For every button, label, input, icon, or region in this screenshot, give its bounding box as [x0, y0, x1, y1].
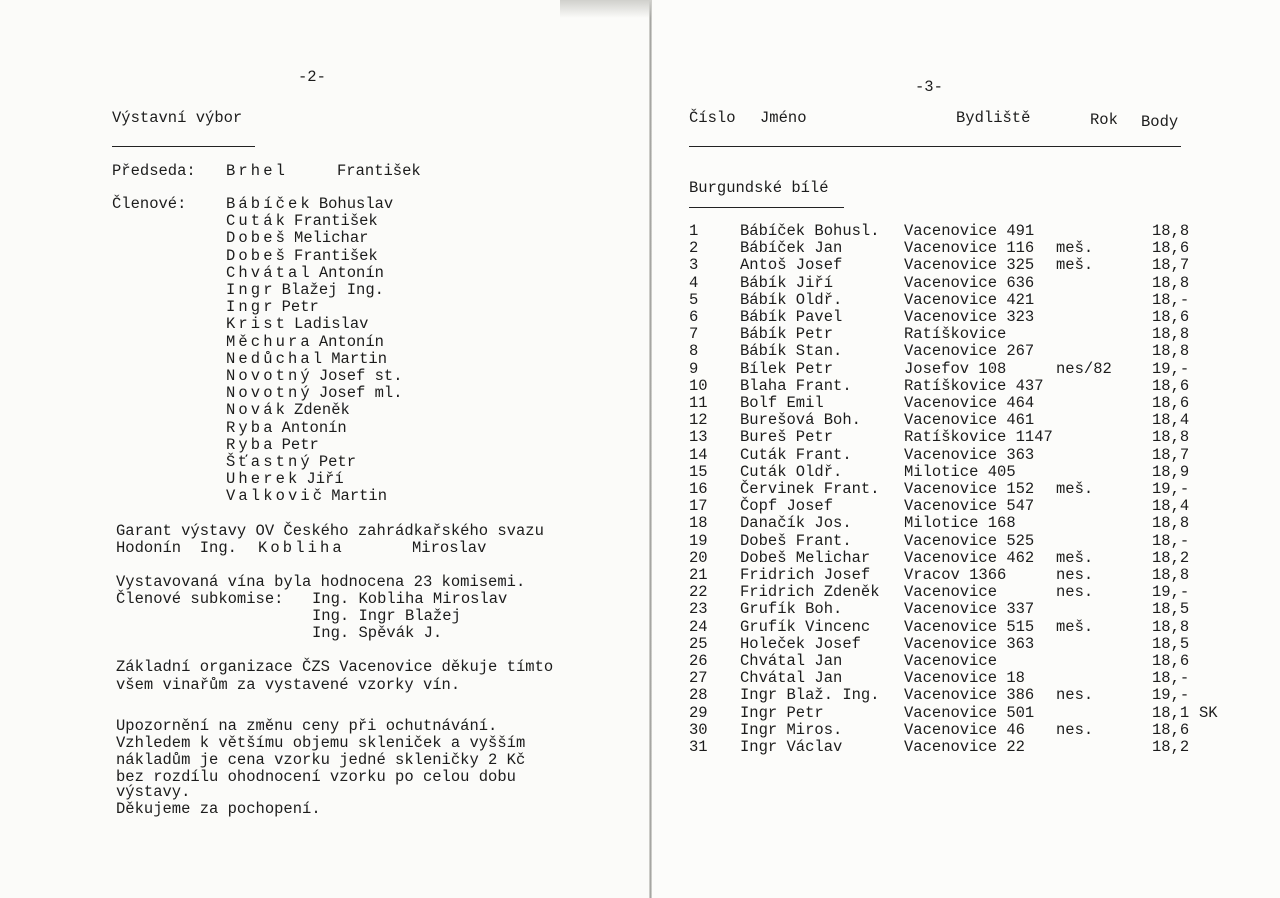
- member-given-name: Antonín: [318, 263, 384, 282]
- residence: Vacenovice 18: [904, 669, 1025, 688]
- points: 18,5: [1152, 600, 1190, 619]
- entry-number: 5: [689, 290, 699, 309]
- residence: Vacenovice 323: [904, 308, 1035, 326]
- member-given-name: Martin: [331, 487, 388, 506]
- residence: Ratíškovice: [904, 325, 1007, 344]
- entry-number: 24: [689, 617, 708, 636]
- wines-evaluated-line: Vystavovaná vína byla hodnocena 23 komisemi.: [116, 573, 526, 591]
- grower-name: Bábík Pavel: [740, 308, 843, 326]
- chair-label: Předseda:: [112, 162, 196, 180]
- residence: Milotice 168: [904, 514, 1016, 533]
- grower-name: Bábík Jiří: [740, 273, 834, 292]
- column-header-points: Body: [1141, 113, 1179, 131]
- grower-name: Bureš Petr: [740, 428, 834, 447]
- table-row: [652, 447, 1280, 464]
- member-surname: Novotný: [226, 384, 313, 403]
- subcommission-member: Ing. Ingr Blažej: [312, 607, 461, 625]
- residence: Vacenovice 325: [904, 256, 1035, 275]
- member-given-name: Antonín: [318, 332, 384, 351]
- chair-surname: Brhel: [226, 162, 289, 180]
- table-row: [652, 739, 1280, 756]
- table-row: [652, 636, 1280, 653]
- note: meš.: [1056, 617, 1094, 636]
- note: nes.: [1056, 686, 1094, 705]
- points: 18,6: [1152, 720, 1190, 739]
- entry-number: 6: [689, 308, 699, 326]
- note: meš.: [1056, 239, 1094, 258]
- grower-name: Antoš Josef: [740, 256, 843, 275]
- table-row: [652, 223, 1280, 240]
- table-row: [652, 670, 1280, 687]
- points: 18,-: [1152, 531, 1190, 550]
- entry-number: 31: [689, 738, 708, 756]
- points: 18,7: [1152, 445, 1190, 464]
- points: 18,8: [1152, 273, 1190, 292]
- member-given-name: Martin: [331, 349, 388, 368]
- residence: Vacenovice 515: [904, 617, 1035, 636]
- points: 18,1: [1152, 703, 1190, 722]
- residence: Vacenovice 636: [904, 273, 1035, 292]
- entry-number: 4: [689, 273, 699, 292]
- residence: Vacenovice: [904, 583, 998, 602]
- member-surname: Uherek: [226, 470, 301, 489]
- note: nes.: [1056, 720, 1094, 739]
- member-given-name: František: [294, 246, 378, 265]
- entry-number: 25: [689, 634, 708, 653]
- grower-name: Ingr Václav: [740, 738, 843, 756]
- residence: Vacenovice 525: [904, 531, 1035, 550]
- entry-number: 3: [689, 256, 699, 275]
- subcommission-label: Členové subkomise:: [116, 590, 284, 608]
- member-given-name: Bohuslav: [318, 195, 394, 213]
- entry-number: 7: [689, 325, 699, 344]
- points: 18,-: [1152, 290, 1190, 309]
- entry-number: 17: [689, 497, 708, 516]
- entry-number: 22: [689, 583, 708, 602]
- entry-number: 15: [689, 462, 708, 481]
- entry-number: 18: [689, 514, 708, 533]
- points: 19,-: [1152, 686, 1190, 705]
- residence: Vacenovice 22: [904, 738, 1025, 756]
- residence: Vacenovice 152: [904, 480, 1035, 498]
- residence: Vacenovice 462: [904, 548, 1035, 567]
- garant-given-name: Miroslav: [412, 539, 487, 557]
- table-row: [652, 705, 1280, 722]
- grower-name: Bolf Emil: [740, 394, 824, 412]
- member-given-name: Petr: [318, 453, 357, 471]
- points: 19,-: [1152, 480, 1190, 498]
- grower-name: Bábík Oldř.: [740, 290, 843, 309]
- member-given-name: Josef ml.: [318, 384, 403, 403]
- page-number: -3-: [915, 78, 943, 96]
- member-surname: Novotný: [226, 367, 313, 385]
- notice-line: Upozornění na změnu ceny při ochutnávání.: [116, 717, 498, 735]
- notice-line: Děkujeme za pochopení.: [116, 800, 321, 818]
- table-row: [652, 722, 1280, 739]
- member-surname: Novák: [226, 401, 289, 420]
- note: meš.: [1056, 256, 1094, 275]
- table-row: [652, 601, 1280, 618]
- member-surname: Ryba: [226, 418, 276, 437]
- members-label: Členové:: [112, 195, 187, 213]
- points: 18,8: [1152, 566, 1190, 584]
- points: 18,4: [1152, 411, 1190, 430]
- member-surname: Nedůchal: [226, 349, 326, 368]
- grower-name: Ingr Blaž. Ing.: [740, 686, 880, 705]
- column-header-number: Číslo: [689, 109, 736, 127]
- table-row: [652, 567, 1280, 584]
- table-row: [652, 257, 1280, 274]
- grower-name: Chvátal Jan: [740, 669, 843, 688]
- entry-number: 14: [689, 445, 708, 464]
- residence: Vacenovice 461: [904, 411, 1035, 430]
- points: 18,-: [1152, 669, 1190, 688]
- grower-name: Bábíček Bohusl.: [740, 222, 880, 240]
- grower-name: Grufík Boh.: [740, 600, 843, 619]
- member-surname: Cuták: [226, 212, 289, 231]
- notice-line: nákladům je cena vzorku jedné skleničky 2 Kč: [116, 751, 526, 769]
- grower-name: Ingr Miros.: [740, 720, 843, 739]
- grower-name: Ingr Petr: [740, 703, 824, 722]
- residence: Vacenovice 386: [904, 686, 1035, 705]
- member-surname: Valkovič: [226, 487, 326, 506]
- thanks-line-1: Základní organizace ČZS Vacenovice děkuje tímto: [116, 658, 554, 676]
- entry-number: 10: [689, 376, 708, 395]
- table-row: [652, 584, 1280, 601]
- member-given-name: Zdeněk: [294, 401, 350, 420]
- note: nes/82: [1056, 359, 1112, 378]
- residence: Vacenovice 337: [904, 600, 1035, 619]
- grower-name: Danačík Jos.: [740, 514, 852, 533]
- grower-name: Chvátal Jan: [740, 652, 843, 670]
- grower-name: Bílek Petr: [740, 359, 834, 378]
- table-row: [652, 653, 1280, 670]
- member-surname: Ryba: [226, 435, 276, 454]
- points: 18,8: [1152, 325, 1190, 344]
- residence: Vacenovice 421: [904, 290, 1035, 309]
- table-row: [652, 687, 1280, 704]
- points: 19,-: [1152, 359, 1190, 378]
- grower-name: Cuták Frant.: [740, 445, 852, 464]
- member-given-name: Jiří: [306, 470, 344, 489]
- member-given-name: Antonín: [281, 418, 347, 437]
- subcommission-member: Ing. Kobliha Miroslav: [312, 590, 508, 608]
- entry-number: 2: [689, 239, 699, 258]
- table-row: [652, 619, 1280, 636]
- entry-number: 23: [689, 600, 708, 619]
- points: 18,6: [1152, 394, 1190, 412]
- residence: Josefov 108: [904, 359, 1007, 378]
- residence: Milotice 405: [904, 462, 1016, 481]
- grower-name: Bábík Petr: [740, 325, 834, 344]
- column-header-name: Jméno: [760, 109, 807, 127]
- grower-name: Dobeš Frant.: [740, 531, 852, 550]
- member-surname: Ingr: [226, 281, 276, 299]
- residence: Vacenovice 267: [904, 342, 1035, 361]
- points: 18,7: [1152, 256, 1190, 275]
- member-surname: Dobeš: [226, 246, 289, 265]
- garant-line-2-prefix: Hodonín Ing.: [116, 539, 237, 557]
- table-row: [652, 343, 1280, 360]
- points: 18,8: [1152, 514, 1190, 533]
- grower-name: Grufík Vincenc: [740, 617, 871, 636]
- points: 18,4: [1152, 497, 1190, 516]
- grower-name: Čopf Josef: [740, 497, 834, 516]
- residence: Ratíškovice 1147: [904, 428, 1053, 447]
- points: 18,6: [1152, 652, 1190, 670]
- member-surname: Krist: [226, 315, 289, 334]
- award-mark: SK: [1199, 703, 1218, 722]
- notice-line: bez rozdílu ohodnocení vzorku po celou dobu: [116, 768, 516, 786]
- page-number: -2-: [298, 68, 326, 86]
- points: 18,5: [1152, 634, 1190, 653]
- residence: Vacenovice 491: [904, 222, 1035, 240]
- residence: Vacenovice 547: [904, 497, 1035, 516]
- table-row: [652, 429, 1280, 446]
- points: 18,8: [1152, 342, 1190, 361]
- grower-name: Bábík Stan.: [740, 342, 843, 361]
- garant-surname: Kobliha: [258, 539, 345, 557]
- header-underline: [689, 146, 1181, 147]
- table-row: [652, 292, 1280, 309]
- points: 18,6: [1152, 308, 1190, 326]
- notice-line: výstavy.: [116, 783, 191, 801]
- entry-number: 28: [689, 686, 708, 705]
- member-given-name: Josef st.: [318, 367, 403, 385]
- table-row: [652, 275, 1280, 292]
- points: 18,9: [1152, 462, 1190, 481]
- grower-name: Fridrich Zdeněk: [740, 583, 880, 602]
- note: meš.: [1056, 548, 1094, 567]
- residence: Vacenovice 464: [904, 394, 1035, 412]
- table-row: [652, 309, 1280, 326]
- member-surname: Šťastný: [226, 453, 313, 471]
- grower-name: Červinek Frant.: [740, 480, 880, 498]
- points: 18,8: [1152, 617, 1190, 636]
- title-underline: [112, 146, 255, 147]
- member-surname: Měchura: [226, 332, 313, 351]
- residence: Ratíškovice 437: [904, 376, 1044, 395]
- garant-line-1: Garant výstavy OV Českého zahrádkařského svazu: [116, 522, 544, 540]
- member-surname: Ingr: [226, 298, 276, 317]
- residence: Vracov 1366: [904, 566, 1007, 584]
- grower-name: Holeček Josef: [740, 634, 861, 653]
- column-header-year: Rok: [1090, 111, 1118, 129]
- note: nes.: [1056, 583, 1094, 602]
- table-row: [652, 550, 1280, 567]
- table-row: [652, 533, 1280, 550]
- notice-line: Vzhledem k většímu objemu skleniček a vyšším: [116, 734, 526, 752]
- table-row: [652, 378, 1280, 395]
- entry-number: 8: [689, 342, 699, 361]
- residence: Vacenovice 501: [904, 703, 1035, 722]
- entry-number: 19: [689, 531, 708, 550]
- table-row: [652, 515, 1280, 532]
- entry-number: 29: [689, 703, 708, 722]
- residence: Vacenovice 363: [904, 445, 1035, 464]
- member-given-name: Ladislav: [294, 315, 369, 334]
- member-given-name: Melichar: [294, 229, 369, 248]
- entry-number: 13: [689, 428, 708, 447]
- grower-name: Dobeš Melichar: [740, 548, 871, 567]
- points: 18,8: [1152, 428, 1190, 447]
- table-row: [652, 361, 1280, 378]
- points: 18,2: [1152, 548, 1190, 567]
- committee-title: Výstavní výbor: [112, 109, 243, 127]
- residence: Vacenovice 116: [904, 239, 1035, 258]
- entry-number: 20: [689, 548, 708, 567]
- grower-name: Burešová Boh.: [740, 411, 861, 430]
- table-row: [652, 326, 1280, 343]
- entry-number: 16: [689, 480, 708, 498]
- table-row: [652, 395, 1280, 412]
- residence: Vacenovice 46: [904, 720, 1025, 739]
- grower-name: Cuták Oldř.: [740, 462, 843, 481]
- entry-number: 12: [689, 411, 708, 430]
- subcommission-member: Ing. Spěvák J.: [312, 624, 443, 642]
- entry-number: 26: [689, 652, 708, 670]
- residence: Vacenovice 363: [904, 634, 1035, 653]
- grower-name: Bábíček Jan: [740, 239, 843, 258]
- entry-number: 30: [689, 720, 708, 739]
- points: 18,6: [1152, 239, 1190, 258]
- table-row: [652, 498, 1280, 515]
- points: 18,2: [1152, 738, 1190, 756]
- member-given-name: Petr: [281, 298, 319, 317]
- points: 18,8: [1152, 222, 1190, 240]
- column-header-residence: Bydliště: [956, 109, 1031, 127]
- section-underline: [689, 207, 844, 208]
- member-surname: Dobeš: [226, 229, 289, 248]
- member-given-name: Petr: [281, 435, 319, 454]
- entry-number: 21: [689, 566, 708, 584]
- entry-number: 9: [689, 359, 699, 378]
- member-given-name: Blažej Ing.: [281, 281, 384, 299]
- residence: Vacenovice: [904, 652, 998, 670]
- entry-number: 27: [689, 669, 708, 688]
- table-row: [652, 240, 1280, 257]
- table-row: [652, 412, 1280, 429]
- chair-first-name: František: [337, 162, 421, 180]
- member-surname: Chvátal: [226, 263, 313, 282]
- right-page: [652, 0, 1280, 898]
- table-row: [652, 481, 1280, 498]
- section-title: Burgundské bílé: [689, 179, 829, 197]
- note: nes.: [1056, 566, 1094, 584]
- points: 18,6: [1152, 376, 1190, 395]
- table-row: [652, 464, 1280, 481]
- entry-number: 11: [689, 394, 708, 412]
- grower-name: Fridrich Josef: [740, 566, 871, 584]
- thanks-line-2: všem vinařům za vystavené vzorky vín.: [116, 676, 461, 694]
- member-surname: Bábíček: [226, 195, 313, 213]
- points: 19,-: [1152, 583, 1190, 602]
- grower-name: Blaha Frant.: [740, 376, 852, 395]
- member-given-name: František: [294, 212, 378, 231]
- entry-number: 1: [689, 222, 699, 240]
- note: meš.: [1056, 480, 1094, 498]
